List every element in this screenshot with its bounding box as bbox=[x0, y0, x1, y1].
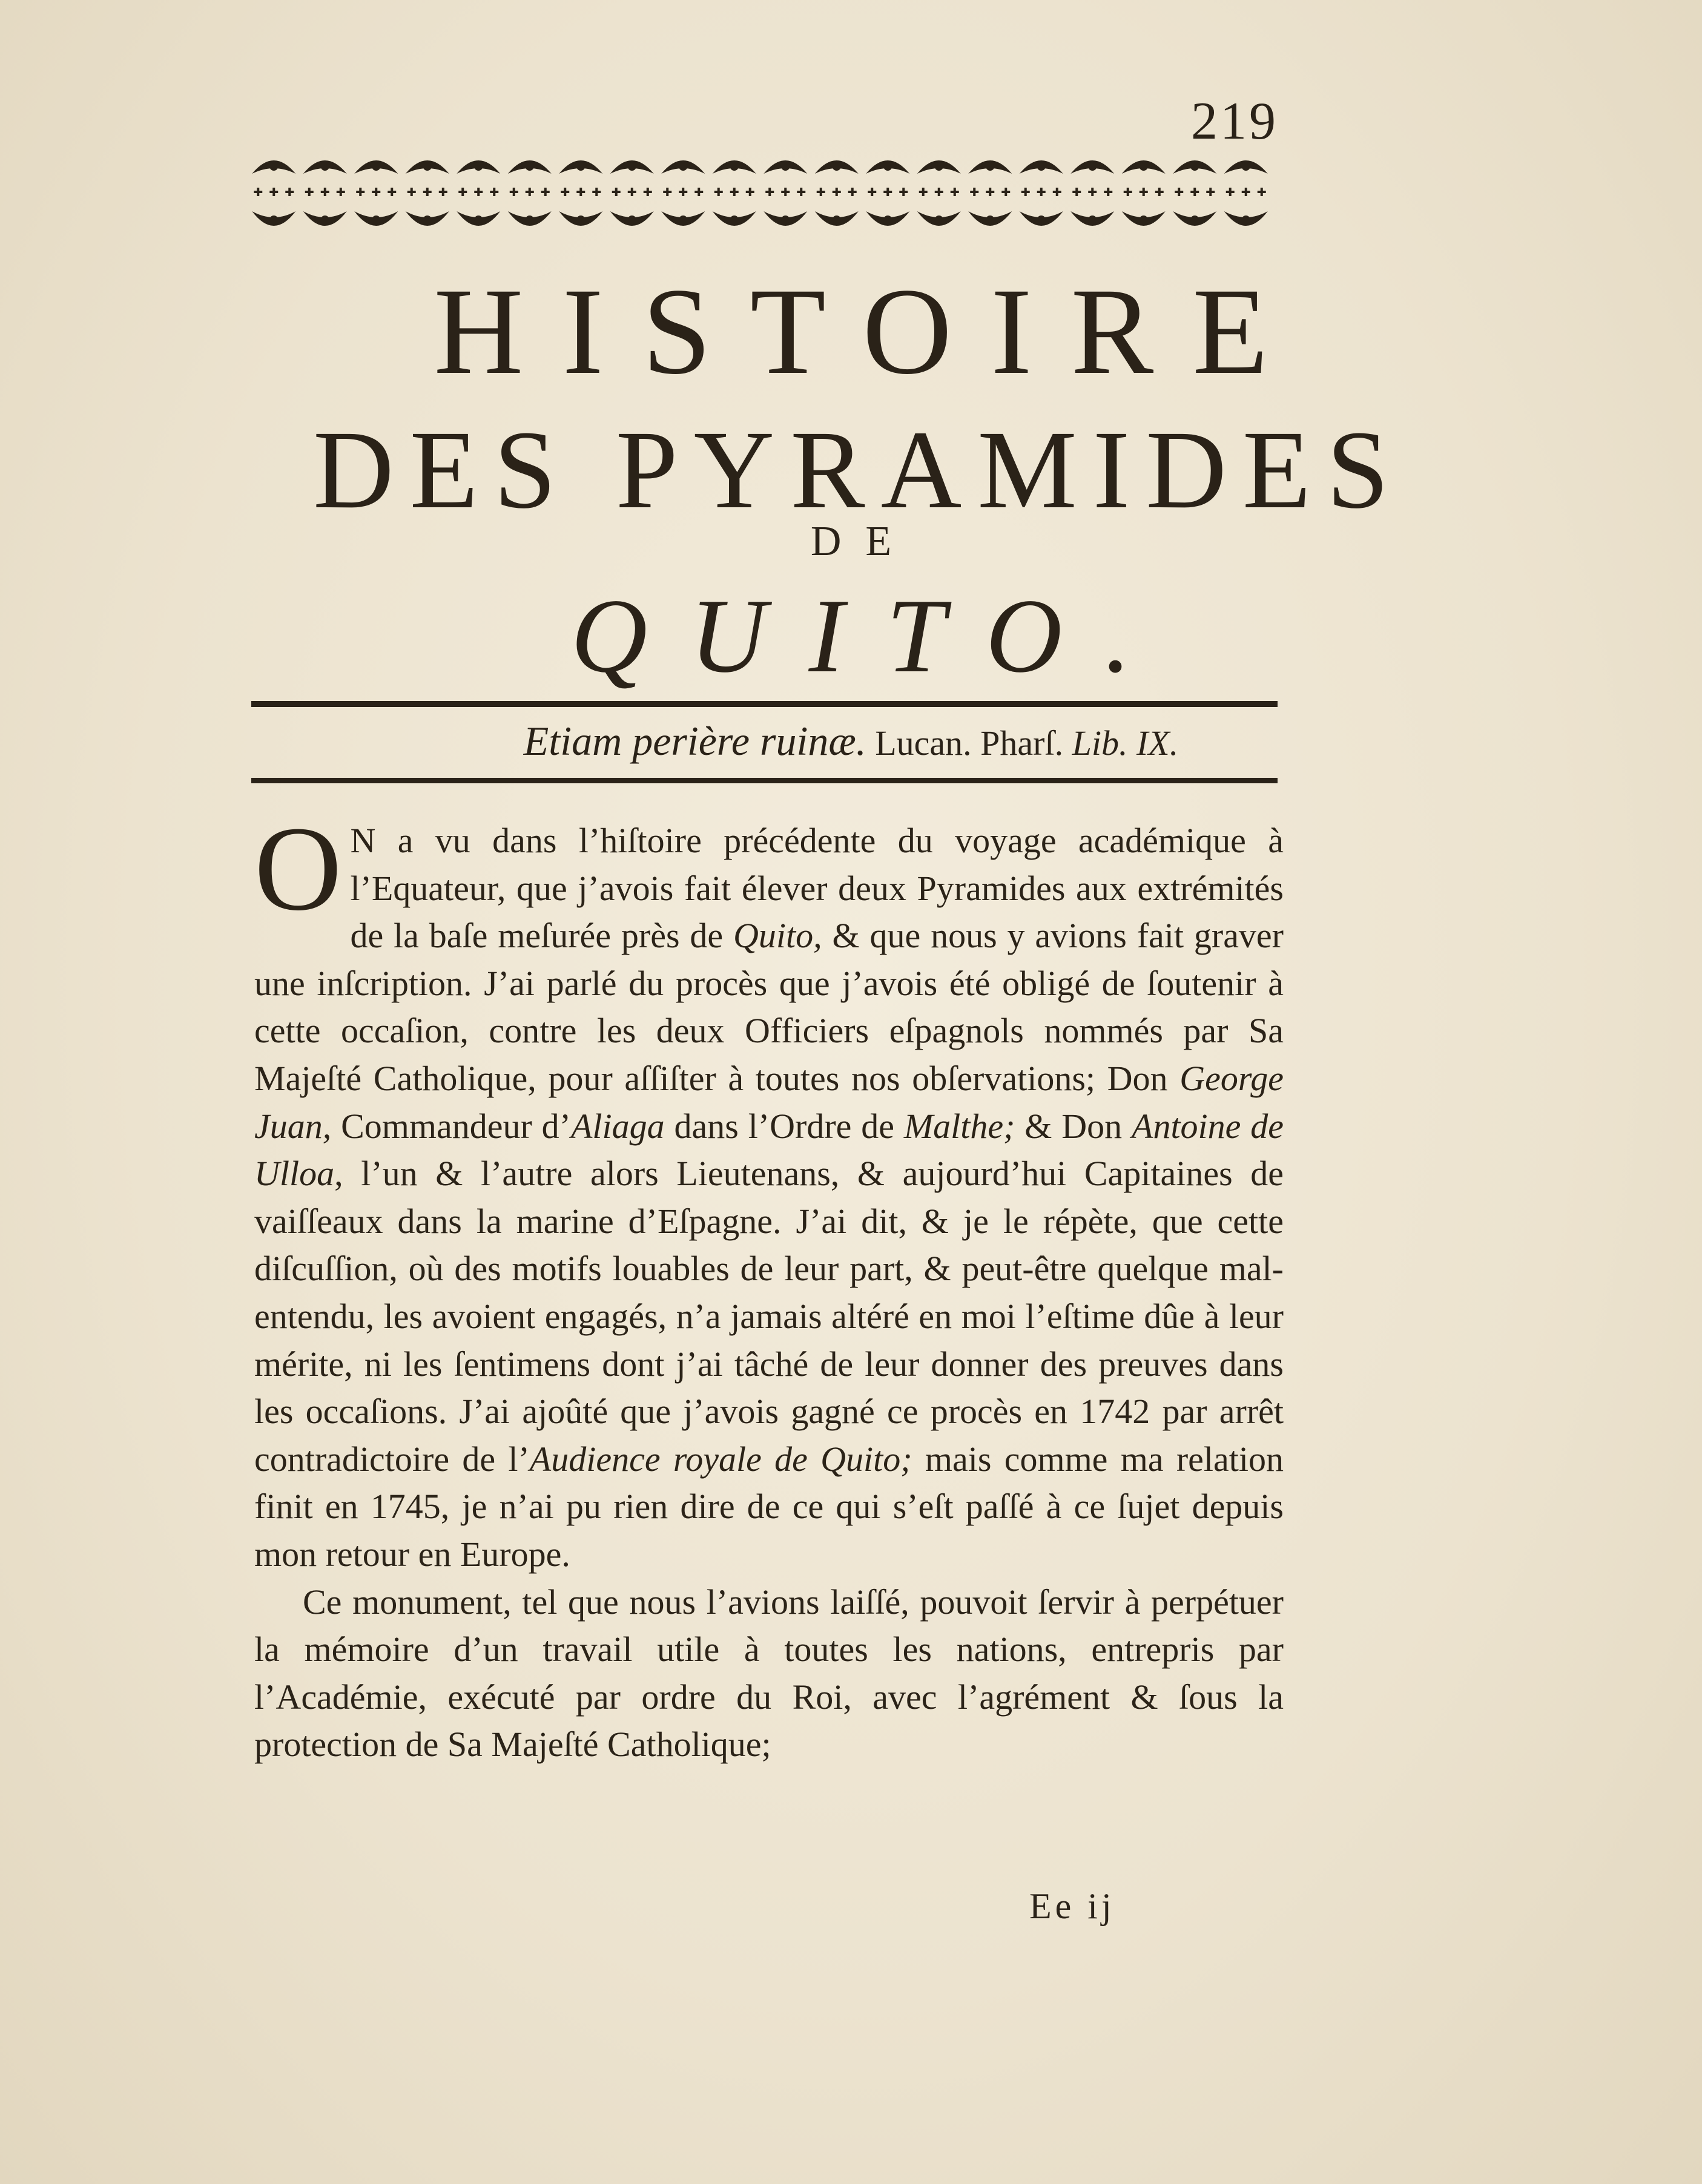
ornamental-headpiece bbox=[248, 148, 1272, 239]
text-run: & que nous y avions fait graver une inſcription. J’ai parlé du procès que j’avois été obligé de ſoutenir à cette occaſion, contre les deux Officiers eſpagnols nommés par Sa Majeſté Catholique, pour aſſiſter à toutes nos obſervations; Don bbox=[254, 916, 1284, 1098]
fleuron-unit bbox=[764, 160, 807, 226]
epigraph-latin: Etiam perière ruinæ. bbox=[523, 718, 866, 764]
epigraph bbox=[0, 717, 1702, 765]
italic-name-george-juan: George Juan, bbox=[254, 1058, 1284, 1146]
fleuron-unit bbox=[968, 160, 1012, 226]
title-line-de: DE bbox=[810, 518, 916, 565]
drop-cap: O bbox=[254, 802, 342, 936]
fleuron-unit bbox=[661, 160, 705, 226]
title-line-quito: QUITO. bbox=[570, 577, 1174, 694]
italic-place-aliaga: Aliaga bbox=[571, 1106, 665, 1146]
text-run: Commandeur d’ bbox=[331, 1106, 571, 1146]
text-run: dans l’Ordre de bbox=[664, 1106, 904, 1146]
italic-audience-royale: Audience royale de Quito; bbox=[529, 1439, 912, 1479]
rule-below-epigraph bbox=[251, 778, 1278, 783]
text-run: & Don bbox=[1015, 1106, 1132, 1146]
paragraph-1 bbox=[254, 802, 1284, 1579]
title-line-histoire: HISTOIRE bbox=[434, 263, 1307, 400]
epigraph-author: Lucan. Pharſ. bbox=[875, 723, 1064, 763]
fleuron-unit bbox=[815, 160, 859, 226]
italic-place-malthe: Malthe; bbox=[903, 1106, 1015, 1146]
title-line-pyramides: DES PYRAMIDES bbox=[313, 408, 1405, 532]
fleuron-unit bbox=[1122, 160, 1166, 226]
fleuron-unit bbox=[1070, 160, 1114, 226]
fleuron-unit bbox=[1173, 160, 1216, 226]
fleuron-unit bbox=[457, 160, 500, 226]
fleuron-unit bbox=[610, 160, 654, 226]
text-run: , l’un & l’autre alors Lieutenans, & aujourd’hui Capitaines de vaiſſeaux dans la marine d’Eſpagne. J’ai dit, & je le répète, que cette diſcuſſion, où des motifs louables de leur part, & peut-être quelque mal-entendu, les avoient engagés, n’a jamais altéré en moi l’eſtime dûe à leur mérite, ni les ſentimens dont j’ai tâché de leur donner des preuves dans les occaſions. J’ai ajoûté que j’avois gagné ce procès en 1742 par arrêt contradictoire de l’ bbox=[254, 1154, 1284, 1479]
epigraph-book: Lib. IX. bbox=[1072, 723, 1179, 763]
fleuron-unit bbox=[917, 160, 961, 226]
text-run: N a vu dans l’hiſtoire précédente du voyage académique à l’Equateur, que j’avois fait élever deux Pyramides aux extrémités de la baſe meſurée près de bbox=[350, 821, 1284, 956]
fleuron-unit bbox=[354, 160, 398, 226]
fleuron-unit bbox=[303, 160, 347, 226]
fleuron-unit bbox=[1020, 160, 1063, 226]
fleuron-unit bbox=[406, 160, 449, 226]
fleuron-unit bbox=[508, 160, 552, 226]
fleuron-unit bbox=[866, 160, 909, 226]
fleuron-unit bbox=[713, 160, 756, 226]
ornament-band-graphic bbox=[248, 148, 1272, 239]
body-text bbox=[254, 802, 1284, 1769]
paragraph-2: Ce monument, tel que nous l’avions laiſſé, pouvoit ſervir à perpétuer la mémoire d’un travail utile à toutes les nations, entrepris par l’Académie, exécuté par ordre du Roi, avec l’agrément & ſous la protection de Sa Majeſté Catholique; bbox=[254, 1582, 1284, 1765]
fleuron-unit bbox=[559, 160, 602, 226]
rule-above-epigraph bbox=[251, 701, 1278, 707]
italic-name-antoine-de-ulloa: Antoine de Ulloa bbox=[254, 1106, 1284, 1194]
text-run: mais comme ma relation finit en 1745, je n’ai pu rien dire de ce qui s’eſt paſſé à ce ſujet depuis mon retour en Europe. bbox=[254, 1439, 1284, 1574]
page-number: 219 bbox=[1191, 92, 1278, 151]
fleuron-unit bbox=[252, 160, 295, 226]
italic-place-quito: Quito, bbox=[733, 916, 822, 956]
signature-mark: Ee ij bbox=[1029, 1886, 1115, 1926]
fleuron-unit bbox=[1224, 160, 1268, 226]
